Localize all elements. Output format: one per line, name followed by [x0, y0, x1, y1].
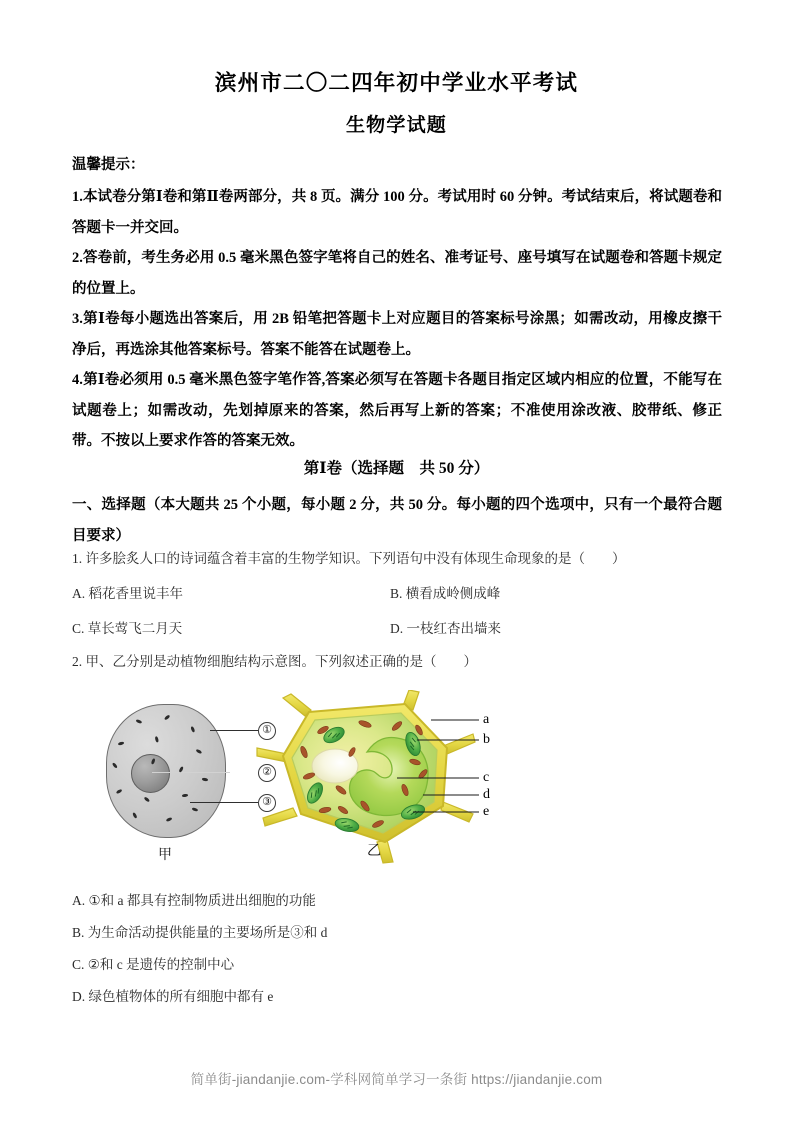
plant-cell-label-c: c — [483, 770, 490, 785]
volume-header: 第Ⅰ卷（选择题 共 50 分） — [303, 460, 490, 477]
question-2-option-d[interactable]: D. 绿色植物体的所有细胞中都有 e — [72, 989, 274, 1004]
section-title: 一、选择题（本大题共 25 个小题，每小题 2 分，共 50 分。每小题的四个选项中，只有一个最符合题目要求） — [72, 497, 722, 544]
cell-structure-figure — [72, 690, 732, 870]
page-title: 滨州市二〇二四年初中学业水平考试 — [214, 71, 579, 95]
question-1-option-d[interactable]: D. 一枝红杏出墙来 — [390, 621, 501, 636]
notice-item-3: 3.第Ⅰ卷每小题选出答案后，用 2B 铅笔把答题卡上对应题目的答案标号涂黑；如需改动，用橡皮擦干净后，再选涂其他答案标号。答案不能答在试题卷上。 — [72, 311, 722, 358]
question-2-option-a[interactable]: A. ①和 a 都具有控制物质进出细胞的功能 — [72, 893, 316, 908]
question-1-option-c[interactable]: C. 草长莺飞二月天 — [72, 621, 183, 636]
animal-cell-label-2: ② — [258, 764, 276, 782]
plant-cell-label-a: a — [483, 712, 490, 727]
animal-nucleus-leader-line — [152, 772, 230, 773]
plant-cell-label-d: d — [483, 787, 490, 802]
question-2-option-c[interactable]: C. ②和 c 是遗传的控制中心 — [72, 957, 235, 972]
question-2-option-b[interactable]: B. 为生命活动提供能量的主要场所是③和 d — [72, 925, 328, 940]
notice-item-1: 1.本试卷分第Ⅰ卷和第Ⅱ卷两部分，共 8 页。满分 100 分。考试用时 60 分钟。考试结束后，将试题卷和答题卡一并交回。 — [72, 189, 722, 236]
question-1-option-b[interactable]: B. 横看成岭侧成峰 — [390, 586, 501, 601]
question-1-stem: 1. 许多脍炙人口的诗词蕴含着丰富的生物学知识。下列语句中没有体现生命现象的是（ ） — [72, 551, 626, 566]
notice-block — [72, 150, 722, 457]
page-subtitle: 生物学试题 — [345, 115, 447, 136]
notice-item-2: 2.答卷前，考生务必用 0.5 毫米黑色签字笔将自己的姓名、准考证号、座号填写在试题卷和答题卡规定的位置上。 — [72, 250, 722, 297]
footer-watermark: 简单街-jiandanjie.com-学科网简单学习一条街 https://jiandanjie.com — [190, 1072, 603, 1087]
animal-cell-label-3: ③ — [258, 794, 276, 812]
question-1-option-a[interactable]: A. 稻花香里说丰年 — [72, 586, 183, 601]
animal-cell-caption: 甲 — [158, 848, 172, 863]
plant-cell-label-b: b — [483, 732, 490, 747]
question-2-stem: 2. 甲、乙分别是动植物细胞结构示意图。下列叙述正确的是（ ） — [72, 654, 477, 669]
plant-cell-diagram — [247, 690, 547, 865]
animal-cell-nucleus-icon — [131, 754, 170, 793]
notice-item-4: 4.第Ⅰ卷必须用 0.5 毫米黑色签字笔作答,答案必须写在答题卡各题目指定区域内相应的位置，不能写在试题卷上；如需改动，先划掉原来的答案，然后再写上新的答案；不准使用涂改液、胶带纸、修正带。不按以上要求作答的答案无效。 — [72, 372, 722, 449]
plant-cell-svg — [247, 690, 547, 865]
notice-heading: 温馨提示： — [72, 157, 145, 173]
plant-cell-label-e: e — [483, 804, 490, 819]
plant-cell-caption: 乙 — [367, 844, 381, 859]
animal-cell-label-1: ① — [258, 722, 276, 740]
